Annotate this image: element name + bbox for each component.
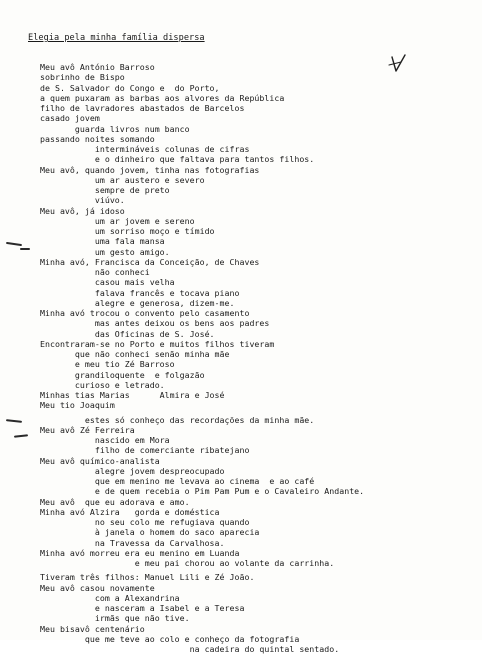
poem-line: Meu avô, quando jovem, tinha nas fotografias — [40, 164, 260, 175]
margin-dash-mark — [20, 248, 30, 250]
poem-line: Meu avô António Barroso — [40, 62, 155, 72]
poem-line: Encontraram-se no Porto e muitos filhos tiveram — [40, 338, 275, 349]
poem-line: de S. Salvador do Congo e do Porto, — [40, 82, 220, 93]
poem-line: na Travessa da Carvalhosa. — [40, 537, 225, 548]
poem-line: irmãs que não tive. — [40, 613, 190, 624]
poem-line: nascido em Mora — [40, 435, 170, 445]
poem-line: no seu colo me refugiava quando — [40, 517, 250, 527]
poem-line: e nasceram a Isabel e a Teresa — [40, 603, 245, 613]
poem-line: um ar jovem e sereno — [40, 215, 195, 226]
poem-line: um sorriso moço e tímido — [40, 226, 215, 236]
poem-title: Elegia pela minha família dispersa — [28, 33, 205, 43]
margin-dash-mark — [6, 242, 22, 246]
poem-line: casou mais velha — [40, 277, 175, 288]
poem-line: e meu pai chorou ao volante da carrinha. — [40, 558, 335, 568]
poem-line: das Oficinas de S. José. — [40, 328, 215, 339]
poem-line: que não conheci senão minha mãe — [40, 349, 230, 359]
margin-dash-mark — [14, 434, 28, 437]
poem-line: na cadeira do quintal sentado. — [40, 644, 340, 654]
poem-line: passando noites somando — [40, 133, 155, 144]
poem-line: não conheci — [40, 267, 150, 277]
margin-dash-mark — [6, 419, 22, 423]
poem-line: Meu tio Joaquim — [40, 400, 115, 411]
poem-line: Meu avô casou novamente — [40, 582, 155, 593]
poem-line: Minha avó morreu era eu menino em Luanda — [40, 547, 240, 558]
poem-line: e o dinheiro que faltava para tantos filhos. — [40, 154, 315, 165]
poem-line: uma fala mansa — [40, 236, 165, 247]
poem-line: alegre e generosa, dizem-me. — [40, 297, 235, 308]
poem-line: estes só conheço das recordações da minha mãe. — [40, 414, 315, 425]
poem-line: filho de lavradores abastados de Barcelos — [40, 103, 245, 113]
poem-line: falava francês e tocava piano — [40, 287, 240, 298]
poem-line: com a Alexandrina — [40, 592, 180, 603]
poem-line: que em menino me levava ao cinema e ao café — [40, 476, 315, 486]
poem-line: Meu avô que eu adorava e amo. — [40, 496, 190, 507]
poem-body — [40, 62, 470, 654]
poem-line: guarda livros num banco — [40, 123, 190, 134]
poem-line: mas antes deixou os bens aos padres — [40, 318, 270, 329]
poem-line: a quem puxaram as barbas aos alvores da República — [40, 92, 285, 103]
poem-line: sobrinho de Bispo — [40, 72, 125, 83]
poem-line: e meu tio Zé Barroso — [40, 359, 175, 370]
poem-line: grandiloquente e folgazão — [40, 369, 205, 380]
poem-line: Meu avô químico-analista — [40, 455, 160, 466]
poem-line: Minha avó Alzira gorda e doméstica — [40, 506, 220, 517]
poem-line: viúvo. — [40, 195, 125, 206]
poem-line: filho de comerciante ribatejano — [40, 445, 250, 456]
poem-line: Meu avô, já idoso — [40, 205, 125, 216]
poem-line: sempre de preto — [40, 185, 170, 195]
poem-line: Minha avó, Francisca da Conceição, de Chaves — [40, 256, 260, 267]
poem-line: um gesto amigo. — [40, 246, 170, 257]
poem-line: casado jovem — [40, 113, 100, 124]
poem-line: alegre jovem despreocupado — [40, 465, 225, 476]
poem-line: à janela o homem do saco aparecia — [40, 527, 260, 538]
poem-line: curioso e letrado. — [40, 379, 165, 390]
poem-line: um ar austero e severo — [40, 174, 205, 185]
poem-line: Meu bisavô centenário — [40, 623, 145, 634]
poem-line: e de quem recebia o Pim Pam Pum e o Cavaleiro Andante. — [40, 486, 365, 497]
poem-line: Meu avô Zé Ferreira — [40, 424, 135, 435]
poem-line: intermináveis colunas de cifras — [40, 144, 250, 154]
poem-line: Minhas tias Marias Almira e José — [40, 390, 225, 400]
poem-line: Minha avó trocou o convento pelo casamento — [40, 308, 250, 318]
poem-line: Tiveram três filhos: Manuel Lili e Zé João. — [40, 572, 255, 583]
poem-line: que me teve ao colo e conheço da fotografia — [40, 633, 300, 644]
